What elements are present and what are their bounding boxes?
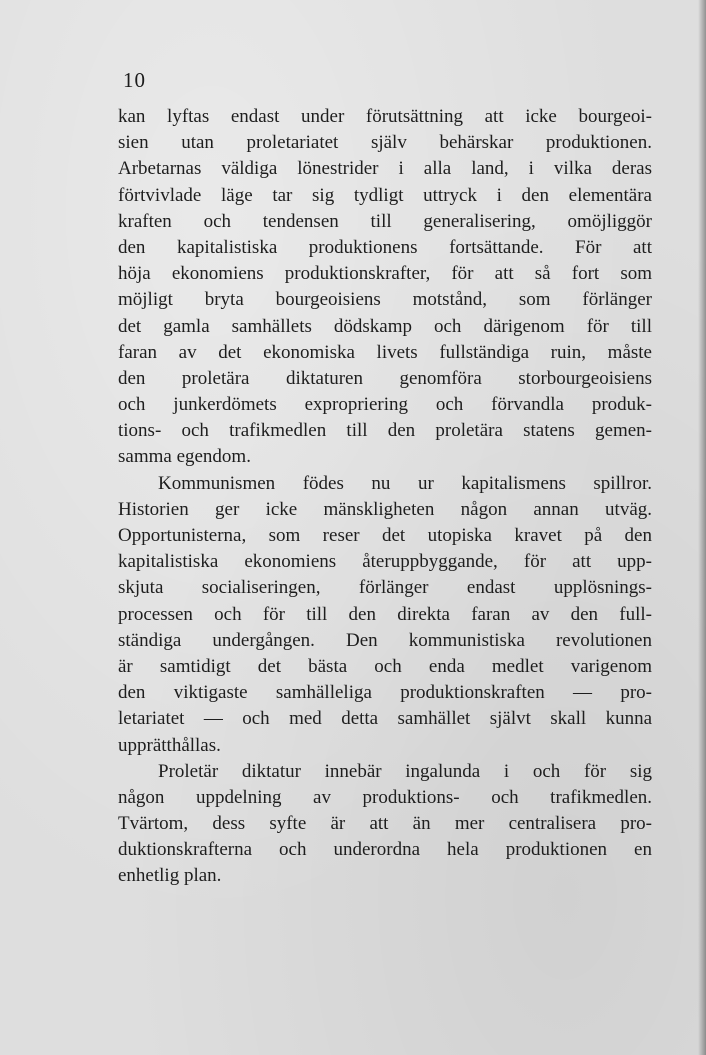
text-line: den kapitalistiska produktionens fortsättande. För att [118, 236, 652, 258]
text-line: letariatet — och med detta samhället självt skall kunna [118, 708, 652, 730]
text-line: höja ekonomiens produktionskrafter, för att så fort som [118, 263, 652, 285]
text-line: skjuta socialiseringen, förlänger endast upplösnings- [118, 577, 652, 599]
page-edge-shadow [698, 0, 706, 1055]
text-line: Arbetarnas väldiga lönestrider i alla land, i vilka deras [118, 158, 652, 180]
text-line: Opportunisterna, som reser det utopiska kravet på den [118, 525, 652, 546]
paragraph-1 [118, 104, 652, 471]
text-line: Historien ger icke mänskligheten någon annan utväg. [118, 498, 652, 520]
text-line: kapitalistiska ekonomiens återuppbyggande, för att upp- [118, 551, 652, 573]
text-line: upprätthållas. [118, 734, 221, 756]
text-line: någon uppdelning av produktions- och trafikmedlen. [118, 786, 652, 808]
text-line: ständiga undergången. Den kommunistiska revolutionen [118, 629, 652, 651]
text-line: kraften och tendensen till generalisering, omöjliggör [118, 210, 652, 232]
page-number: 10 [123, 68, 146, 92]
text-line: den viktigaste samhälleliga produktionskraften — pro- [118, 682, 652, 704]
text-line: förtvivlade läge tar sig tydligt uttryck i den elementära [118, 184, 652, 206]
text-line: duktionskrafterna och underordna hela produktionen en [118, 839, 652, 861]
text-line: möjligt bryta bourgeoisiens motstånd, som förlänger [118, 289, 652, 311]
text-line: tions- och trafikmedlen till den proletära statens gemen- [118, 420, 652, 442]
text-line: Kommunismen födes nu ur kapitalismens spillror. [158, 472, 652, 494]
text-line: faran av det ekonomiska livets fullständiga ruin, måste [118, 341, 652, 363]
body-text [118, 104, 652, 890]
text-line: sien utan proletariatet själv behärskar produktionen. [118, 132, 652, 154]
paragraph-2 [118, 471, 652, 759]
text-line: Proletär diktatur innebär ingalunda i och för sig [158, 760, 652, 782]
text-line: samma egendom. [118, 446, 251, 468]
text-line: processen och för till den direkta faran av den full- [118, 603, 652, 625]
text-line: är samtidigt det bästa och enda medlet varigenom [118, 655, 652, 677]
text-line: det gamla samhällets dödskamp och därigenom för till [118, 315, 652, 337]
text-line: den proletära diktaturen genomföra storbourgeoisiens [118, 367, 652, 389]
text-line: Tvärtom, dess syfte är att än mer centralisera pro- [118, 813, 652, 835]
text-line: enhetlig plan. [118, 865, 222, 887]
paragraph-3 [118, 759, 652, 890]
text-line: kan lyftas endast under förutsättning att icke bourgeoi- [118, 106, 652, 127]
text-line: och junkerdömets expropriering och förvandla produk- [118, 394, 652, 416]
